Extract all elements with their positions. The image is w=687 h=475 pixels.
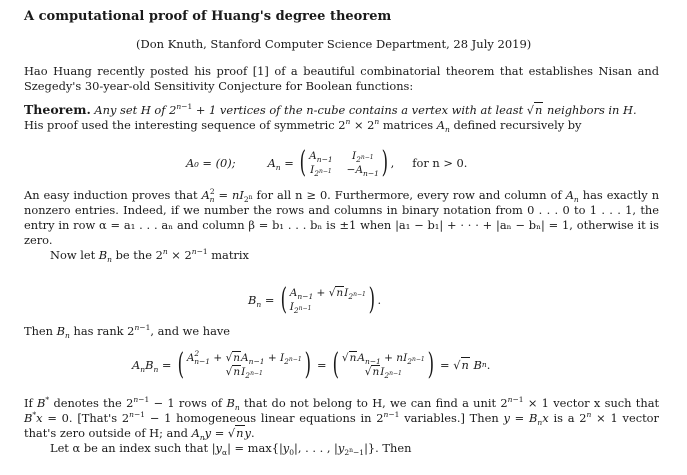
proof-line-a: His proof used the interesting sequence of symmetric 2 xyxy=(24,118,346,132)
bstar-text-3: rows of xyxy=(178,396,223,410)
last-line: Let α be an index such that $|y_\alpha| = \max\{|y_0|$, . . . , $|y_{2^n-1}|$}. Then xyxy=(50,441,412,457)
proof-line-b: matrices xyxy=(382,118,434,132)
equation-an-recursion: A₀ = (0); $A_n$ = ( $A_{n-1}$ $I_{2^{n-1}}$ $I_{2^{n-1}}$ $-A_{n-1}$ ) , for n > 0. xyxy=(186,145,468,180)
proof-line-c: defined recursively by xyxy=(453,118,582,132)
bstar-text-4: that do not belong to H, we can find a unit xyxy=(243,396,497,410)
last-text-b: . Then xyxy=(375,441,412,455)
matrix-anbn-1: ( $A^2_{n-1} + √nA_{n-1} + I_{2^{n-1}}$ $√nI_{2^{n-1}}$ ) xyxy=(177,347,311,382)
matrix-an: ( $A_{n-1}$ $I_{2^{n-1}}$ $I_{2^{n-1}}$ $-A_{n-1}$ ) xyxy=(300,145,389,180)
paper-byline: (Don Knuth, Stanford Computer Science Department, 28 July 2019) xyxy=(136,37,532,51)
matrix-anbn-2: ( $√nA_{n-1} + nI_{2^{n-1}}$ $√nI_{2^{n-1}}$ ) xyxy=(332,347,434,382)
proof-line: His proof used the interesting sequence of symmetric $2^n \times 2^n$ matrices $A_n$ defined recursively by xyxy=(24,117,582,134)
bstar-text-7: homogeneous linear equations in xyxy=(176,411,372,425)
last-text-a: Let α be an index such that xyxy=(50,441,209,455)
equation-anbn: $A_nB_n$ = ( $A^2_{n-1} + √nA_{n-1} + I_{2^{n-1}}$ $√nI_{2^{n-1}}$ ) = ( $√nA_{n-1} + nI_{2^{n-1}}$ $√nI_{2^{n-1}}$ ) = √n B n . xyxy=(132,347,491,382)
induction-text-1: An easy induction proves that xyxy=(24,188,198,202)
theorem-paragraph xyxy=(24,102,659,133)
sqrt-n: √n xyxy=(526,103,543,117)
bstar-text-9: is a xyxy=(553,411,575,425)
bstar-text-10: vector that's zero outside of H; and xyxy=(24,411,659,440)
induction-paragraph xyxy=(24,188,659,263)
eq-a0: A₀ = (0); xyxy=(186,155,236,170)
rank-text-a: Then xyxy=(24,324,54,338)
rank-text: Then $B_n$ has rank $2^{n-1}$, and we have xyxy=(24,323,231,340)
matrix-bn: ( $A_{n-1} + √nI_{2^{n-1}}$ $I_{2^{n-1}}$ ) xyxy=(280,282,375,317)
bn-intro-b: be the xyxy=(115,248,152,262)
equation-bn: $B_n$ = ( $A_{n-1} + √nI_{2^{n-1}}$ $I_{2^{n-1}}$ ) . xyxy=(248,282,382,317)
theorem-text-c: neighbors in H. xyxy=(547,103,637,117)
rank-text-c: , and we have xyxy=(150,324,231,338)
bn-intro: Now let $B_n$ be the $2^n \times 2^{n-1}$ matrix xyxy=(50,247,249,264)
bstar-paragraph xyxy=(24,396,659,456)
bstar-text: If B* denotes the $2^{n-1} - 1$ rows of $B_n$ that do not belong to H, we can find a unit $2^{n-1} \times 1$ vector x such that B*x = 0. [That's $2^{n-1} - 1$ homogeneous linear equations in $2^{n-1}$ variables.] Then $y = B_nx$ is a $2^n \times 1$ vector that's zero outside of H; and $A_ny = √ny$. xyxy=(24,395,660,442)
theorem-statement: Theorem. Any set H of $2^{n-1} + 1$ vertices of the n-cube contains a vertex with at least √n neighbors in H. xyxy=(24,102,637,117)
theorem-text-a: Any set H of 2 xyxy=(94,103,177,117)
theorem-text-b: + 1 vertices of the n-cube contains a vertex with at least xyxy=(195,103,524,117)
rank-paragraph xyxy=(24,324,659,339)
paper-title: A computational proof of Huang's degree theorem xyxy=(24,9,392,24)
intro-paragraph xyxy=(24,64,659,94)
eq-condition: for n > 0. xyxy=(412,155,468,170)
bstar-text-8: variables.] Then xyxy=(404,411,499,425)
rank-text-b: has rank xyxy=(73,324,124,338)
bstar-text-6: [That's xyxy=(77,411,118,425)
theorem-label: Theorem. xyxy=(24,102,91,117)
bstar-text-2: denotes the xyxy=(53,396,122,410)
induction-text-2: for all n ≥ 0. Furthermore, every row and column of xyxy=(256,188,562,202)
bn-intro-a: Now let xyxy=(50,248,96,262)
induction-text-3: has exactly n nonzero entries. Indeed, if we number the rows and columns in binary notation from 0 . . . 0 to 1 . . . 1, the entry in row α = a₁ . . . aₙ and column β = b₁ . . . bₙ is ±1 when |a₁ − b₁| + · · · + |aₙ − bₙ| = 1, otherwise it is zero. xyxy=(24,188,660,247)
bn-intro-c: matrix xyxy=(211,248,249,262)
bstar-text-1: If xyxy=(24,396,33,410)
bstar-text-5: vector x such that xyxy=(553,396,660,410)
induction-text: An easy induction proves that $A^2_n = nI_{2^n}$ for all n ≥ 0. Furthermore, every row and column of $A_n$ has exactly n nonzero entries. Indeed, if we number the rows and columns in binary notation from 0 . . . 0 to 1 . . . 1, the entry in row α = a₁ . . . aₙ and column β = b₁ . . . bₙ is ±1 when |a₁ − b₁| + · · · + |aₙ − bₙ| = 1, otherwise it is zero. xyxy=(24,187,660,247)
intro-text: Hao Huang recently posted his proof [1] of a beautiful combinatorial theorem that establishes Nisan and Szegedy's 30-year-old Sensitivity Conjecture for Boolean functions: xyxy=(24,64,659,93)
